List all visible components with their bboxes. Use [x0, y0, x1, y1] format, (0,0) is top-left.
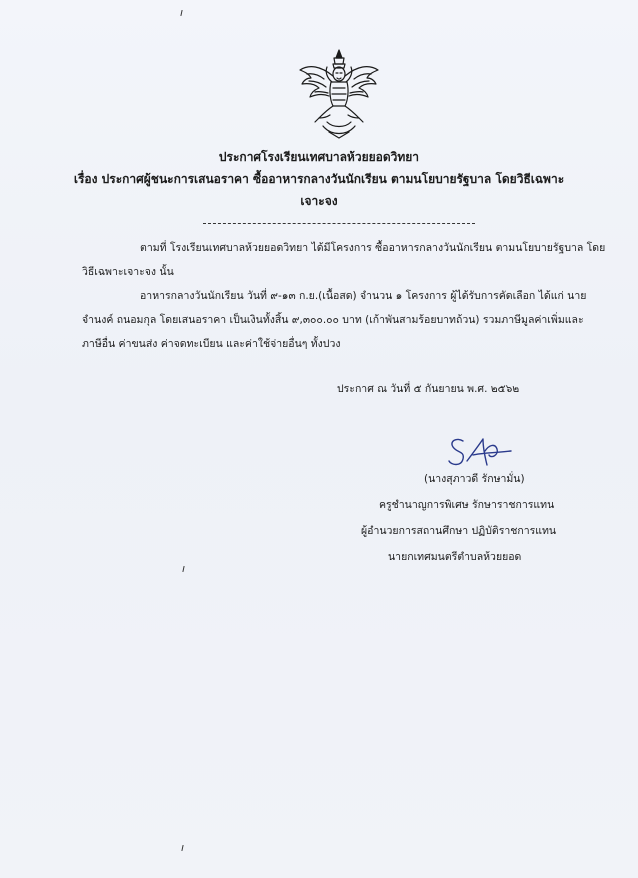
scan-speck — [181, 845, 183, 851]
signatory-position-3: นายกเทศมนตรีตำบลห้วยยอด — [388, 551, 522, 563]
announcement-date: ประกาศ ณ วันที่ ๕ กันยายน พ.ศ. ๒๕๖๒ — [337, 383, 520, 395]
paragraph-1-line-1: ตามที่ โรงเรียนเทศบาลห้วยยอดวิทยา ได้มีโครงการ ซื้ออาหารกลางวันนักเรียน ตามนโยบายรัฐบาล โดย — [140, 242, 606, 254]
paragraph-2-line-3: ภาษีอื่น ค่าขนส่ง ค่าจดทะเบียน และค่าใช้จ่ายอื่นๆ ทั้งปวง — [82, 338, 341, 350]
paragraph-2-line-2: จำนงค์ ถนอมกุล โดยเสนอราคา เป็นเงินทั้งสิ้น ๙,๓๐๐.๐๐ บาท (เก้าพันสามร้อยบาทถ้วน) รวมภาษีมูลค่าเพิ่มและ — [82, 314, 584, 326]
subject-continuation: เจาะจง — [300, 194, 338, 208]
signatory-position-1: ครูชำนาญการพิเศษ รักษาราชการแทน — [379, 499, 555, 511]
paragraph-1-line-2: วิธีเฉพาะเจาะจง นั้น — [82, 266, 174, 278]
separator-rule — [203, 223, 475, 224]
document-title: ประกาศโรงเรียนเทศบาลห้วยยอดวิทยา — [218, 150, 420, 164]
subject-line: เรื่อง ประกาศผู้ชนะการเสนอราคา ซื้ออาหารกลางวันนักเรียน ตามนโยบายรัฐบาล โดยวิธีเฉพาะ — [73, 172, 565, 186]
handwritten-signature — [445, 435, 517, 473]
paragraph-2-line-1: อาหารกลางวันนักเรียน วันที่ ๙-๑๓ ก.ย.(เนื้อสด) จำนวน ๑ โครงการ ผู้ได้รับการคัดเลือก ได้แก่ นาย — [140, 290, 587, 302]
signatory-name: (นางสุภาวดี รักษามั่น) — [424, 473, 525, 485]
garuda-emblem-icon — [297, 48, 381, 140]
scan-speck — [182, 566, 184, 572]
scan-speck — [180, 10, 182, 16]
signatory-position-2: ผู้อำนวยการสถานศึกษา ปฏิบัติราชการแทน — [361, 525, 557, 537]
